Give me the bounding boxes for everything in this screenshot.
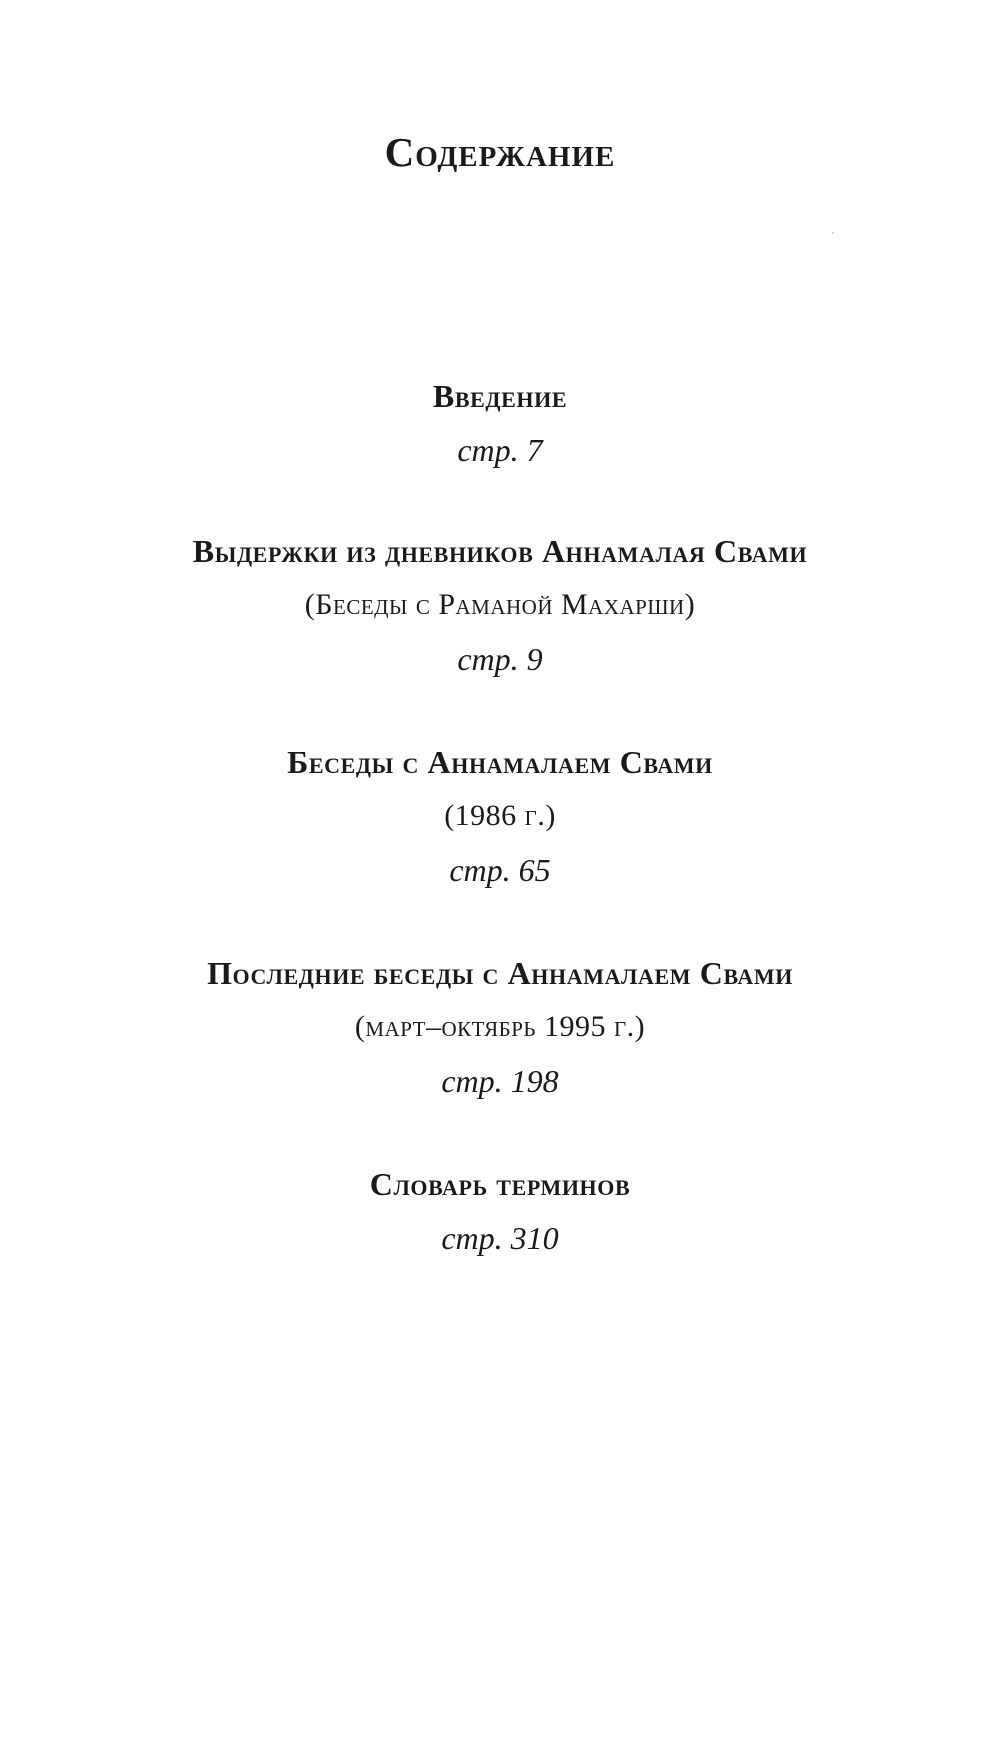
toc-entry-subtitle: (март–октябрь 1995 г.) <box>354 1010 646 1043</box>
toc-entry-conversations-1986 <box>0 735 1000 897</box>
toc-entry-title: Выдержки из дневников Аннамалая Свами <box>192 533 808 569</box>
page-prefix: стр. <box>441 1220 503 1256</box>
toc-entry-introduction <box>0 369 1000 477</box>
toc-entry-subtitle: (Беседы с Раманой Махарши) <box>304 588 696 621</box>
page-number: 9 <box>526 641 543 677</box>
page-number: 65 <box>518 852 551 888</box>
toc-entry-title: Словарь терминов <box>369 1166 631 1202</box>
toc-entry-glossary <box>0 1157 1000 1265</box>
page-number: 7 <box>526 432 543 468</box>
paper-speck <box>832 232 834 234</box>
page-number: 310 <box>510 1220 559 1256</box>
page-title: Содержание <box>384 129 616 175</box>
page-prefix: стр. <box>457 641 519 677</box>
toc-entry-last-conversations <box>0 946 1000 1108</box>
toc-entry-page <box>0 1211 1000 1265</box>
toc-entry-title: Беседы с Аннамалаем Свами <box>287 744 713 780</box>
toc-entry-title: Введение <box>432 378 568 414</box>
page-prefix: стр. <box>457 432 519 468</box>
toc-entry-title: Последние беседы с Аннамалаем Свами <box>207 955 793 991</box>
toc-entry-page <box>0 632 1000 686</box>
toc-entry-page <box>0 1054 1000 1108</box>
toc-entry-subtitle: (1986 г.) <box>444 799 556 832</box>
page-number: 198 <box>510 1063 559 1099</box>
toc-entry-page <box>0 843 1000 897</box>
page-prefix: стр. <box>441 1063 503 1099</box>
toc-entry-page <box>0 423 1000 477</box>
toc-entry-diary-excerpts <box>0 524 1000 686</box>
page-prefix: стр. <box>449 852 511 888</box>
